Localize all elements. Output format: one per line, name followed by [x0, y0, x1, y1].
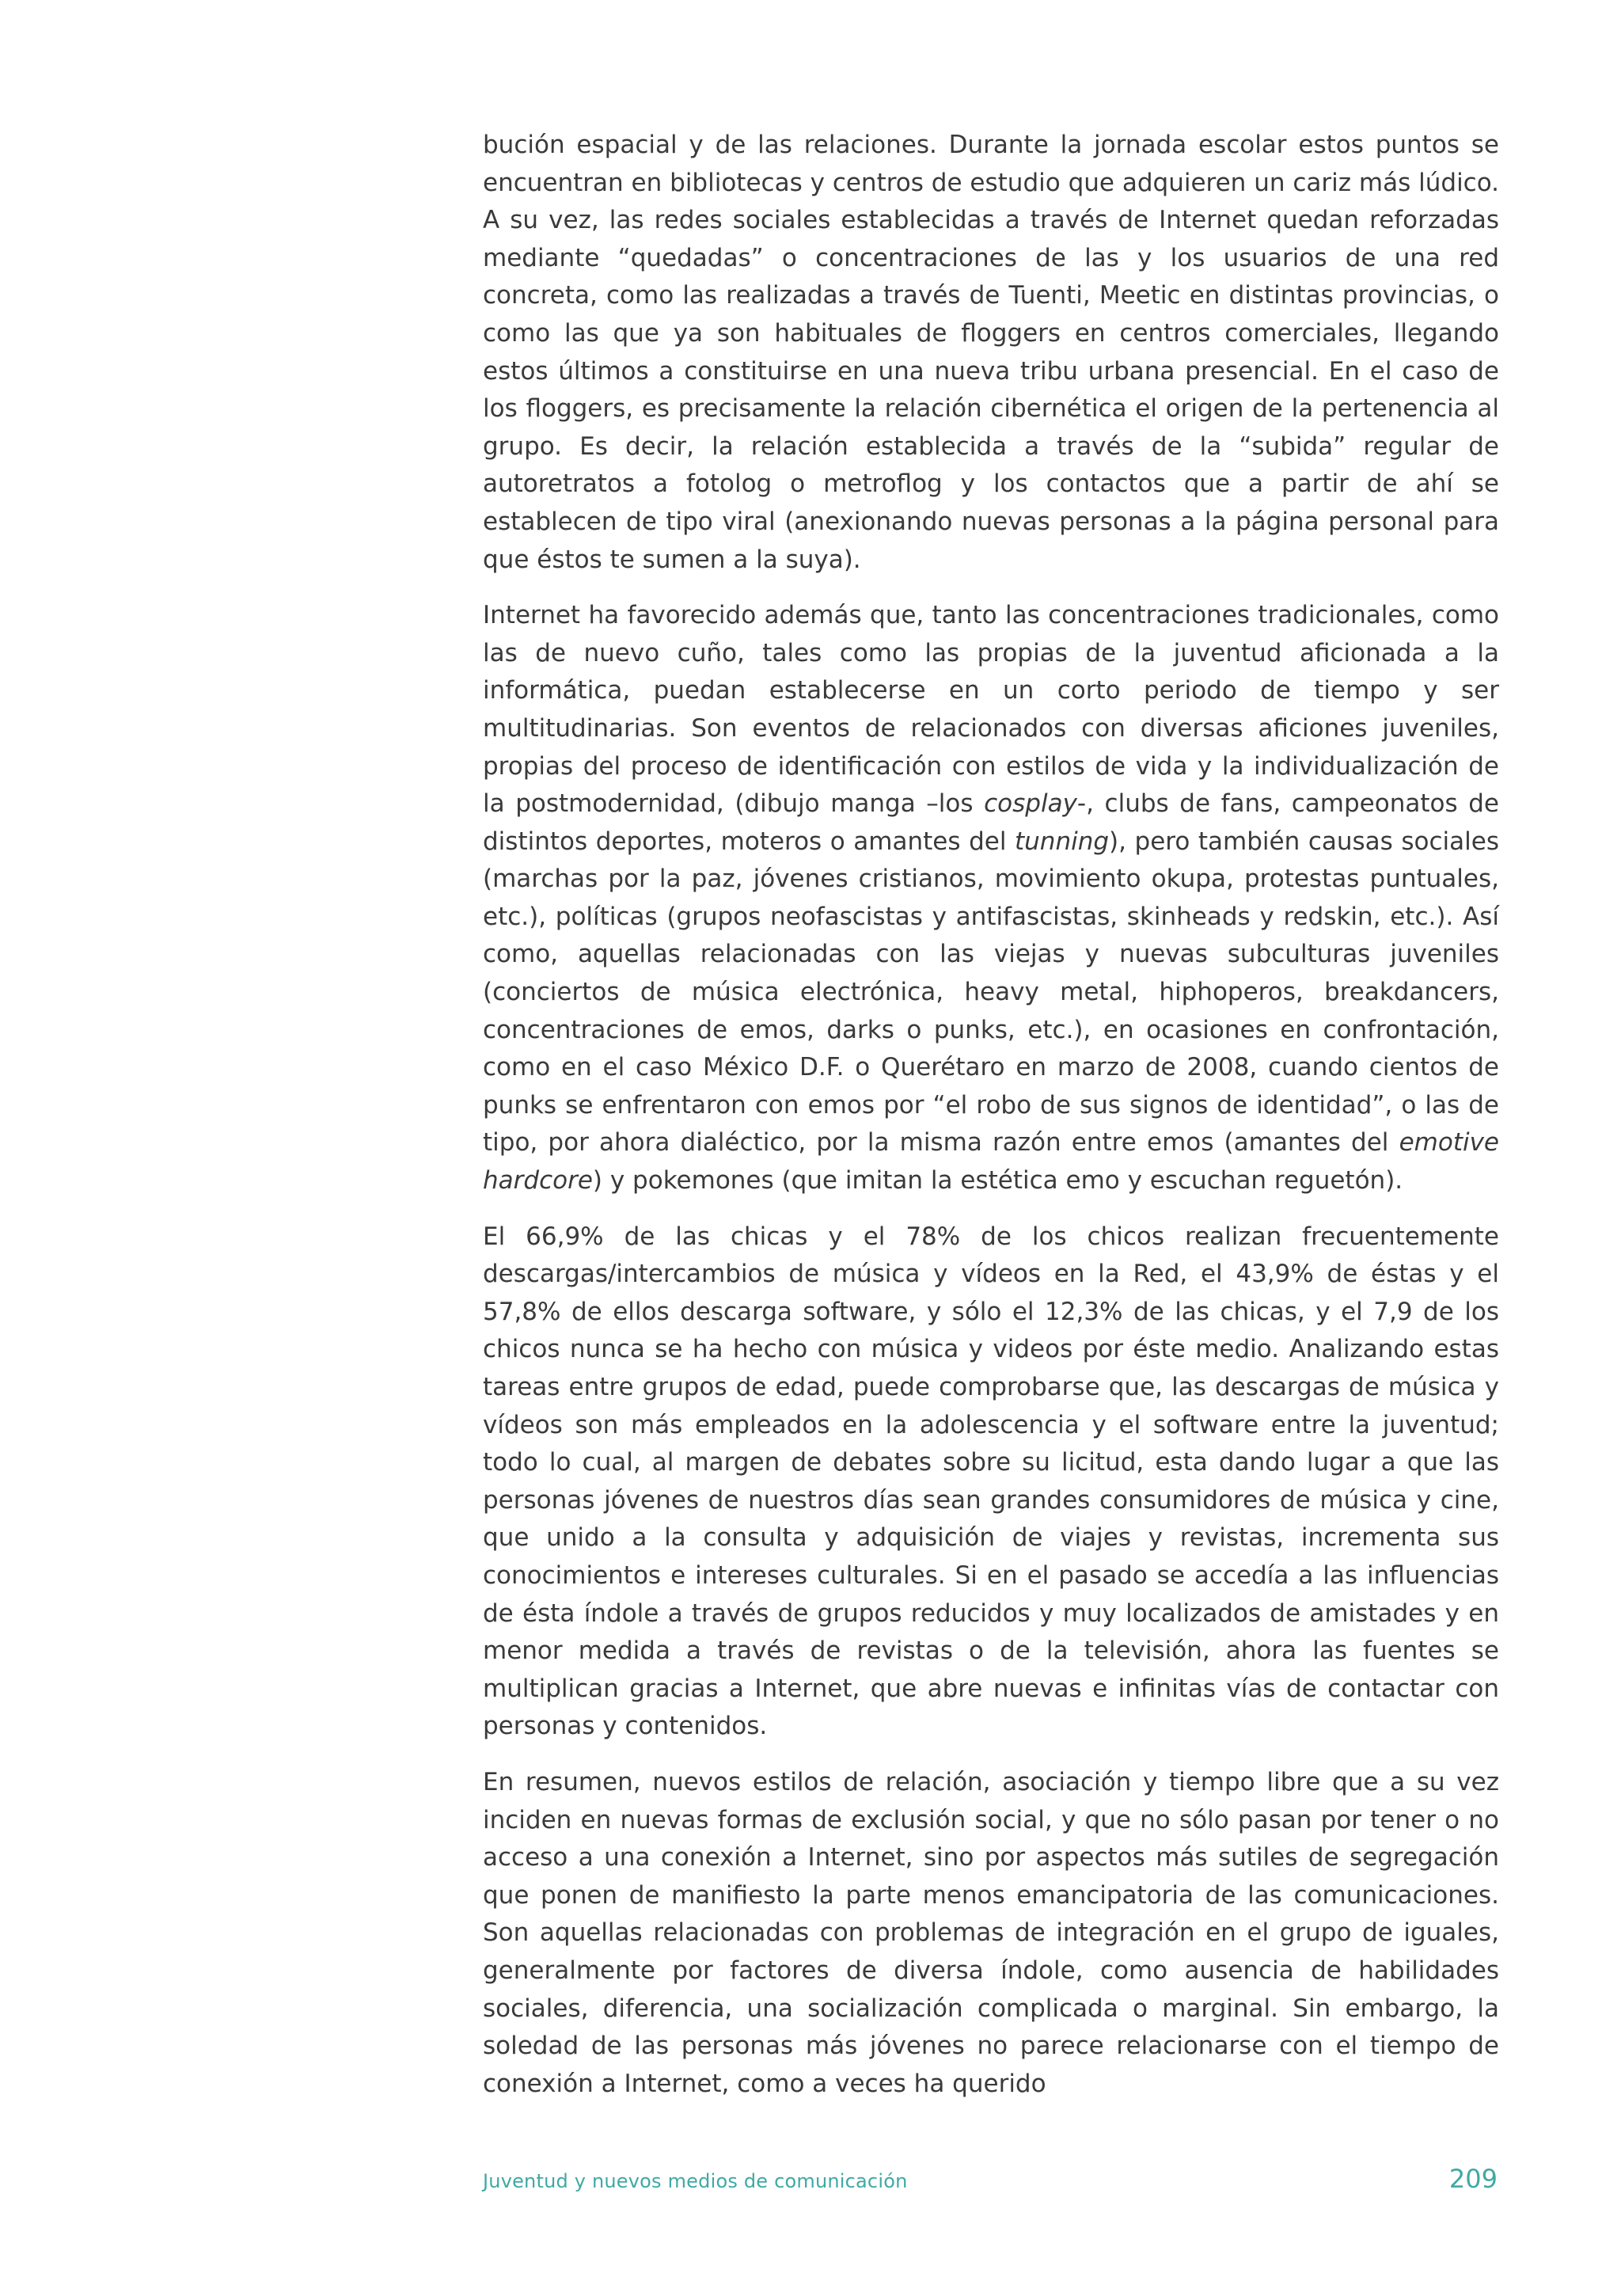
paragraph	[483, 1764, 1499, 2103]
text-segment: ), pero también causas sociales (marchas por la paz, jóvenes cristianos, movimiento okupa, protestas puntuales, etc.), políticas (grupos neofascistas y antifascistas, skinheads y redskin, etc.). Así como, aquellas relacionadas con las viejas y nuevas subculturas juveniles (conciertos de música electrónica, heavy metal, hiphoperos, breakdancers, concentraciones de emos, darks o punks, etc.), en ocasiones en confrontación, como en el caso México D.F. o Querétaro en marzo de 2008, cuando cientos de punks se enfrentaron con emos por “el robo de sus signos de identidad”, o las de tipo, por ahora dialéctico, por la misma razón entre emos (amantes del	[483, 827, 1499, 1158]
body-text	[483, 127, 1499, 2103]
paragraph	[483, 1218, 1499, 1746]
text-segment: -, clubs de fans, campeonatos de distintos deportes, moteros o amantes del	[483, 789, 1499, 856]
text-segment: En resumen, nuevos estilos de relación, asociación y tiempo libre que a su vez inciden en nuevas formas de exclusión social, y que no sólo pasan por tener o no acceso a una conexión a Internet, sino por aspectos más sutiles de segregación que ponen de manifiesto la parte menos emancipatoria de las comunicaciones. Son aquellas relacionadas con problemas de integración en el grupo de iguales, generalmente por factores de diversa índole, como ausencia de habilidades sociales, diferencia, una socialización complicada o marginal. Sin embargo, la soledad de las personas más jóvenes no parece relacionarse con el tiempo de conexión a Internet, como a veces ha querido	[483, 1767, 1499, 2098]
text-segment: El 66,9% de las chicas y el 78% de los chicos realizan frecuentemente descargas/intercambios de música y vídeos en la Red, el 43,9% de éstas y el 57,8% de ellos descarga software, y sólo el 12,3% de las chicas, y el 7,9 de los chicos nunca se ha hecho con música y videos por éste medio. Analizando estas tareas entre grupos de edad, puede comprobarse que, las descargas de música y vídeos son más empleados en la adolescencia y el software entre la juventud; todo lo cual, al margen de debates sobre su licitud, esta dando lugar a que las personas jóvenes de nuestros días sean grandes consumidores de música y cine, que unido a la consulta y adquisición de viajes y revistas, incrementa sus conocimientos e intereses culturales. Si en el pasado se accedía a las influencias de ésta índole a través de grupos reducidos y muy localizados de amistades y en menor medida a través de revistas o de la televisión, ahora las fuentes se multiplican gracias a Internet, que abre nuevas e infinitas vías de contactar con personas y contenidos.	[483, 1222, 1499, 1741]
text-segment: ) y pokemones (que imitan la estética emo y escuchan reguetón).	[592, 1166, 1403, 1196]
footer-title: Juventud y nuevos medios de comunicación	[483, 2170, 908, 2192]
text-segment: Internet ha favorecido además que, tanto las concentraciones tradicionales, como las de nuevo cuño, tales como las propias de la juventud aficionada a la informática, puedan establecerse en un corto periodo de tiempo y ser multitudinarias. Son eventos de relacionados con diversas aficiones juveniles, propias del proceso de identificación con estilos de vida y la individualización de la postmodernidad, (dibujo manga –los	[483, 601, 1499, 819]
paragraph	[483, 597, 1499, 1200]
text-segment: bución espacial y de las relaciones. Durante la jornada escolar estos puntos se encuentran en bibliotecas y centros de estudio que adquieren un cariz más lúdico. A su vez, las redes sociales establecidas a través de Internet quedan reforzadas mediante “quedadas” o concentraciones de las y los usuarios de una red concreta, como las realizadas a través de Tuenti, Meetic en distintas provincias, o como las que ya son habituales de floggers en centros comerciales, llegando estos últimos a constituirse en una nueva tribu urbana presencial. En el caso de los floggers, es precisamente la relación cibernética el origen de la pertenencia al grupo. Es decir, la relación establecida a través de la “subida” regular de autoretratos a fotolog o metroflog y los contactos que a partir de ahí se establecen de tipo viral (anexionando nuevas personas a la página personal para que éstos te sumen a la suya).	[483, 131, 1499, 574]
page-number: 209	[1448, 2164, 1498, 2194]
italic-term: emotive hardcore	[483, 1128, 1499, 1196]
italic-term: tunning	[1015, 827, 1110, 856]
paragraph	[483, 127, 1499, 579]
italic-term: cosplay	[984, 789, 1077, 819]
